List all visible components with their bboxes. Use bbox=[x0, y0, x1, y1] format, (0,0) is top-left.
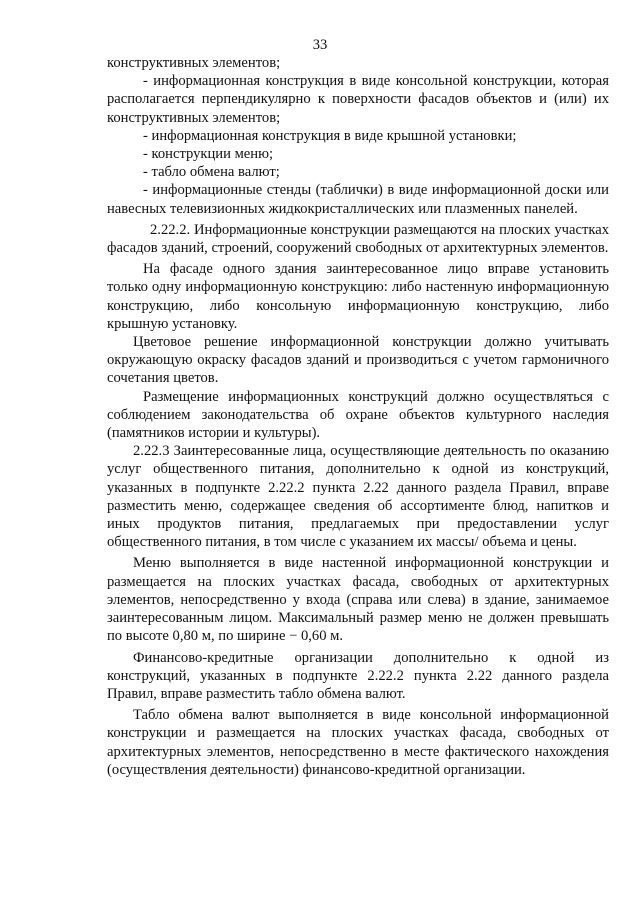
paragraph-financial-orgs: Финансово-кредитные организации дополнительно к одной из конструкций, указанных в подпункте 2.22.2 пункта 2.22 данного раздела Правил, вправе разместить табло обмена валют. bbox=[107, 649, 609, 702]
paragraph-currency-board: Табло обмена валют выполняется в виде консольной информационной конструкции и размещается на плоских участках фасада, свободных от архитектурных элементов, непосредственно в месте фактического нахождения (осуществления деятельности) финансово-кредитной организации. bbox=[107, 707, 609, 778]
list-item-currency-board: - табло обмена валют; bbox=[143, 164, 280, 181]
paragraph-continuation: конструктивных элементов; bbox=[107, 55, 281, 71]
list-item-info-stands: - информационные стенды (таблички) в виде информационной доски или навесных телевизионных жидкокристаллических или плазменных панелей. bbox=[107, 182, 609, 217]
clause-2-22-2: 2.22.2. Информационные конструкции размещаются на плоских участках фасадов зданий, строений, сооружений свободных от архитектурных элементов. bbox=[107, 221, 609, 257]
list-item-roof-installation: - информационная конструкция в виде крышной установки; bbox=[143, 127, 517, 144]
document-body bbox=[107, 54, 609, 779]
clause-2-22-3: 2.22.3 Заинтересованные лица, осуществляющие деятельность по оказанию услуг общественного питания, дополнительно к одной из конструкций, указанных в подпункте 2.22.2 пункта 2.22 данного раздела Правил, вправе разместить меню, содержащее сведения об ассортименте блюд, напитков и иных продуктов питания, предлагаемых при предоставлении услуг общественного питания, в том числе с указанием их массы/ объема и цены. bbox=[107, 443, 609, 551]
list-item-menu-construction: - конструкции меню; bbox=[143, 146, 274, 163]
paragraph-one-construction: На фасаде одного здания заинтересованное лицо вправе установить только одну информационную конструкцию: либо настенную информационную конструкцию, либо консольную информационную конструкцию, либо крышную установку. bbox=[107, 261, 609, 332]
list-item-console-construction: - информационная конструкция в виде консольной конструкции, которая располагается перпендикулярно к поверхности фасадов объектов и (или) их конструктивных элементов; bbox=[107, 73, 609, 126]
paragraph-color-solution: Цветовое решение информационной конструкции должно учитывать окружающую окраску фасадов зданий и производиться с учетом гармоничного сочетания цветов. bbox=[107, 334, 609, 387]
paragraph-cultural-heritage: Размещение информационных конструкций должно осуществляться с соблюдением законодательства об охране объектов культурного наследия (памятников истории и культуры). bbox=[107, 388, 609, 442]
page-number: 33 bbox=[312, 37, 328, 53]
paragraph-menu-size: Меню выполняется в виде настенной информационной конструкции и размещается на плоских участках фасада, свободных от архитектурных элементов, непосредственно у входа (справа или слева) в здание, занимаемое заинтересованным лицом. Максимальный размер меню не должен превышать по высоте 0,80 м, по ширине − 0,60 м. bbox=[107, 555, 609, 645]
